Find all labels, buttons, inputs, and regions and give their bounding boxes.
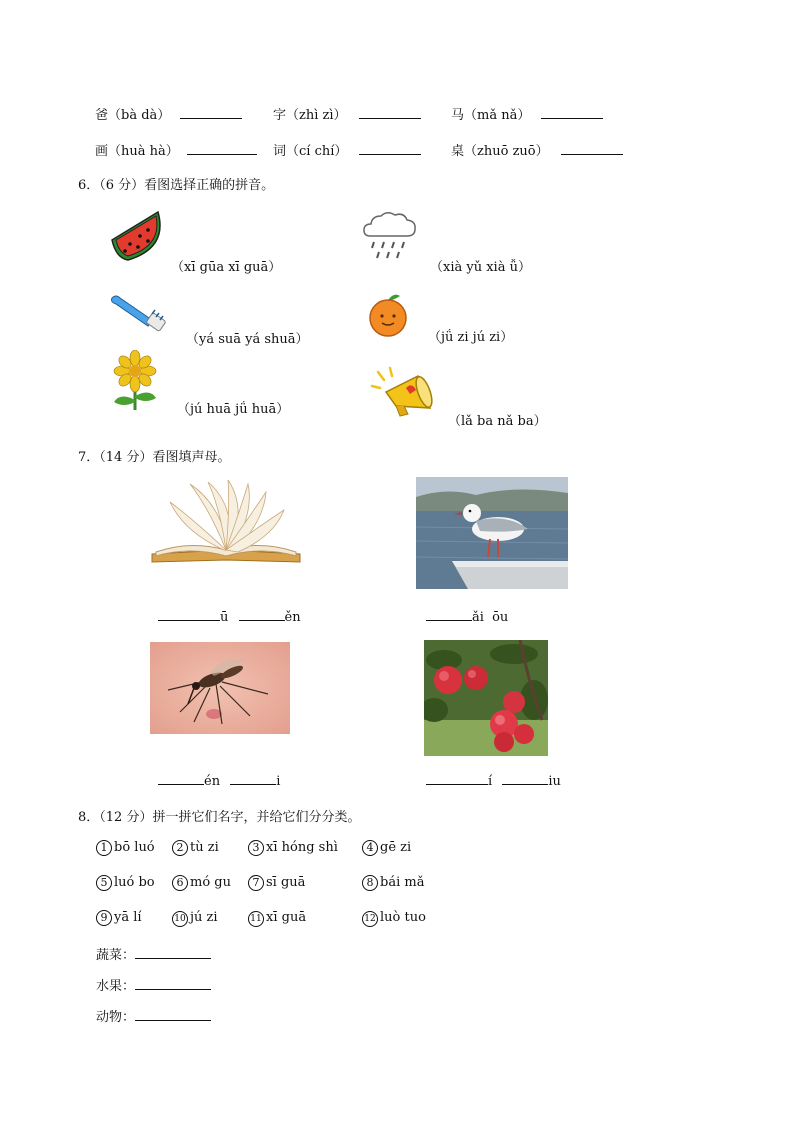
word-item: 7 sī guā bbox=[248, 875, 305, 891]
word-item: 1 bō luó bbox=[96, 840, 155, 856]
q5-item: 画（huà hà） bbox=[95, 144, 179, 159]
q7-answer-4: í iu bbox=[426, 772, 561, 789]
answer-blank[interactable] bbox=[426, 772, 488, 785]
mosquito-photo bbox=[150, 642, 290, 734]
answer-blank[interactable] bbox=[158, 608, 220, 621]
q5-item: 马（mǎ nǎ） bbox=[451, 108, 531, 123]
q5-item: 词（cí chí） bbox=[273, 144, 348, 159]
q6-option[interactable]: （xià yǔ xià ǚ） bbox=[430, 260, 531, 275]
q7-answer-2: ǎi ōu bbox=[426, 608, 508, 625]
q5-item: 爸（bà dà） bbox=[95, 108, 171, 123]
answer-blank[interactable] bbox=[561, 142, 623, 155]
answer-blank[interactable] bbox=[135, 946, 211, 959]
word-item: 10 jú zi bbox=[172, 910, 218, 927]
seagull-photo bbox=[416, 477, 568, 589]
word-item: 2 tù zi bbox=[172, 840, 219, 856]
answer-blank[interactable] bbox=[239, 608, 285, 621]
word-item: 6 mó gu bbox=[172, 875, 231, 891]
answer-blank[interactable] bbox=[158, 772, 204, 785]
word-item: 3 xī hóng shì bbox=[248, 840, 338, 856]
word-item: 11 xī guā bbox=[248, 910, 306, 927]
q6-option[interactable]: （yá suā yá shuā） bbox=[186, 332, 309, 347]
word-item: 9 yā lí bbox=[96, 910, 142, 926]
pomegranate-photo bbox=[424, 640, 548, 756]
answer-blank[interactable] bbox=[359, 106, 421, 119]
word-item: 4 gē zi bbox=[362, 840, 411, 856]
q6-option[interactable]: （jú huā jǘ huā） bbox=[177, 402, 290, 417]
q6-option[interactable]: （xī gūa xī guā） bbox=[171, 260, 282, 275]
answer-blank[interactable] bbox=[541, 106, 603, 119]
q8-title: 8．（12 分）拼一拼它们名字，并给它们分分类。 bbox=[78, 810, 361, 825]
q5-item: 字（zhì zì） bbox=[273, 108, 347, 123]
q7-answer-3: én i bbox=[158, 772, 280, 789]
q7-title: 7．（14 分）看图填声母。 bbox=[78, 450, 231, 465]
loudspeaker-icon bbox=[370, 366, 438, 420]
answer-blank[interactable] bbox=[187, 142, 257, 155]
answer-blank[interactable] bbox=[135, 977, 211, 990]
orange-icon bbox=[366, 292, 410, 338]
answer-blank[interactable] bbox=[135, 1008, 211, 1021]
category-vegetable: 蔬菜： bbox=[96, 944, 211, 963]
watermelon-icon bbox=[108, 208, 166, 266]
answer-blank[interactable] bbox=[502, 772, 548, 785]
chrysanthemum-icon bbox=[110, 350, 160, 412]
answer-blank[interactable] bbox=[426, 608, 472, 621]
category-fruit: 水果： bbox=[96, 975, 211, 994]
word-item: 12 luò tuo bbox=[362, 910, 426, 927]
answer-blank[interactable] bbox=[180, 106, 242, 119]
word-item: 5 luó bo bbox=[96, 875, 155, 891]
rain-cloud-icon bbox=[360, 208, 420, 266]
q7-answer-1: ū ěn bbox=[158, 608, 301, 625]
book-photo bbox=[150, 480, 302, 568]
q6-option[interactable]: （lǎ ba nǎ ba） bbox=[448, 414, 547, 429]
q6-option[interactable]: （jǘ zi jú zi） bbox=[428, 330, 514, 345]
q6-title: 6．（6 分）看图选择正确的拼音。 bbox=[78, 178, 275, 193]
category-animal: 动物： bbox=[96, 1006, 211, 1025]
toothbrush-icon bbox=[108, 292, 168, 336]
answer-blank[interactable] bbox=[230, 772, 276, 785]
q5-item: 桌（zhuō zuō） bbox=[451, 144, 549, 159]
word-item: 8 bái mǎ bbox=[362, 875, 424, 891]
answer-blank[interactable] bbox=[359, 142, 421, 155]
